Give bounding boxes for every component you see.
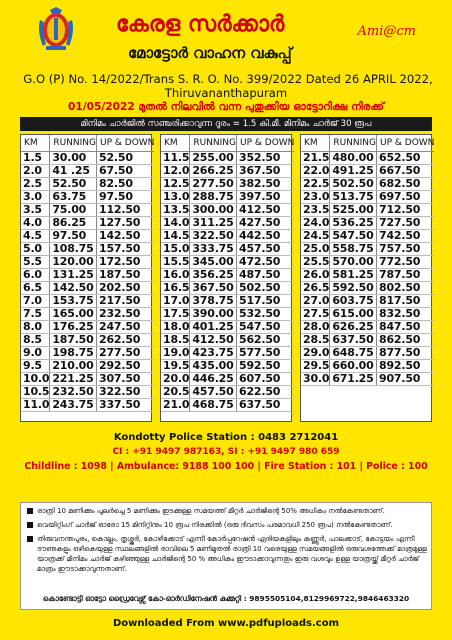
up-down-fare-cell: 742.50: [377, 229, 435, 242]
table-row: [161, 229, 294, 242]
column-header-up-down: UP & DOWN: [97, 135, 155, 151]
km-cell: 3.0: [21, 190, 50, 203]
running-fare-cell: 581.25: [330, 268, 377, 281]
km-cell: 22.0: [303, 163, 330, 177]
table-row: [21, 320, 154, 333]
running-fare-cell: 120.00: [50, 255, 97, 268]
up-down-fare-cell: 292.50: [97, 359, 155, 372]
up-down-fare-cell: 712.50: [377, 203, 435, 216]
km-cell: 22.5: [303, 176, 330, 190]
up-down-fare-cell: 247.50: [97, 320, 155, 333]
up-down-fare-cell: 862.50: [377, 333, 435, 346]
km-cell: 7.5: [21, 307, 50, 320]
running-fare-cell: 570.00: [330, 255, 377, 268]
up-down-fare-cell: 277.50: [97, 346, 155, 359]
km-cell: 23.5: [303, 202, 330, 216]
running-fare-cell: 513.75: [330, 190, 377, 203]
table-row: [301, 177, 434, 190]
up-down-fare-cell: 652.50: [377, 151, 435, 164]
table-row: [21, 385, 154, 398]
km-cell: 5.0: [21, 242, 50, 255]
fare-table-3: [300, 134, 435, 422]
up-down-fare-cell: 622.50: [237, 385, 295, 398]
km-cell: 20.0: [163, 371, 190, 385]
km-cell: 26.5: [303, 280, 330, 294]
running-fare-cell: 367.50: [190, 281, 237, 294]
up-down-fare-cell: 832.50: [377, 307, 435, 320]
table-row: [301, 346, 434, 359]
fare-table-2: [160, 134, 295, 422]
table-row: [21, 359, 154, 372]
table-row: [301, 359, 434, 372]
up-down-fare-cell: 157.50: [97, 242, 155, 255]
km-cell: 25.5: [303, 254, 330, 268]
table-header-row: [301, 135, 434, 151]
running-fare-cell: 288.75: [190, 190, 237, 203]
author-signature: Ami@cm: [357, 24, 416, 39]
column-header-running: RUNNING: [50, 135, 97, 151]
km-cell: 6.0: [21, 268, 50, 281]
up-down-fare-cell: 802.50: [377, 281, 435, 294]
km-cell: 24.5: [303, 228, 330, 242]
running-fare-cell: 300.00: [190, 203, 237, 216]
table-row: [161, 216, 294, 229]
running-fare-cell: 547.50: [330, 229, 377, 242]
running-fare-cell: 187.50: [50, 333, 97, 346]
up-down-fare-cell: 757.50: [377, 242, 435, 255]
running-fare-cell: 592.50: [330, 281, 377, 294]
up-down-fare-cell: 487.50: [237, 268, 295, 281]
running-fare-cell: 558.75: [330, 242, 377, 255]
km-cell: 27.0: [303, 293, 330, 307]
police-contacts: [20, 430, 432, 475]
km-cell: 16.5: [163, 280, 190, 294]
department-name: മോട്ടോർ വാഹന വകുപ്പ്: [128, 44, 292, 62]
running-fare-cell: 603.75: [330, 294, 377, 307]
km-cell: 27.5: [303, 306, 330, 320]
running-fare-cell: 165.00: [50, 307, 97, 320]
km-cell: 12.5: [163, 176, 190, 190]
running-fare-cell: 378.75: [190, 294, 237, 307]
km-cell: 17.0: [163, 293, 190, 307]
up-down-fare-cell: 682.50: [377, 177, 435, 190]
download-source: Downloaded From www.pdfuploads.com: [112, 618, 340, 629]
km-cell: 10.0: [23, 371, 50, 385]
running-fare-cell: 615.00: [330, 307, 377, 320]
up-down-fare-cell: 787.50: [377, 268, 435, 281]
km-cell: 8.0: [21, 320, 50, 333]
up-down-fare-cell: 127.50: [97, 216, 155, 229]
up-down-fare-cell: 322.50: [97, 385, 155, 398]
up-down-fare-cell: 52.50: [97, 151, 155, 164]
running-fare-cell: 401.25: [190, 320, 237, 333]
up-down-fare-cell: 727.50: [377, 216, 435, 229]
table-row: [21, 255, 154, 268]
running-fare-cell: 322.50: [190, 229, 237, 242]
up-down-fare-cell: 907.50: [377, 372, 435, 385]
running-fare-cell: 30.00: [50, 151, 97, 164]
running-fare-cell: 502.50: [330, 177, 377, 190]
running-fare-cell: 637.50: [330, 333, 377, 346]
up-down-fare-cell: 67.50: [97, 164, 155, 177]
running-fare-cell: 525.00: [330, 203, 377, 216]
km-cell: 10.5: [23, 384, 50, 398]
table-row: [161, 294, 294, 307]
police-station: Kondotty Police Station : 0483 2712041: [113, 432, 339, 443]
table-row: [301, 229, 434, 242]
table-row: [21, 333, 154, 346]
km-cell: 2.0: [21, 164, 50, 177]
up-down-fare-cell: 262.50: [97, 333, 155, 346]
table-row: [21, 203, 154, 216]
up-down-fare-cell: 82.50: [97, 177, 155, 190]
table-row: [161, 177, 294, 190]
table-row: [21, 372, 154, 385]
km-cell: 15.5: [163, 254, 190, 268]
km-cell: 9.5: [21, 359, 50, 372]
table-row: [21, 242, 154, 255]
table-row: [301, 268, 434, 281]
km-cell: 21.0: [163, 397, 190, 411]
revised-rate-heading: 01/05/2022 മുതൽ നിലവിൽ വന്ന പുതുക്കിയ ഓട്ടോറിക്ഷ നിരക്ക്: [68, 101, 384, 113]
up-down-fare-cell: 892.50: [377, 359, 435, 372]
km-cell: 3.5: [21, 203, 50, 216]
running-fare-cell: 356.25: [190, 268, 237, 281]
fare-table-1: [20, 134, 155, 422]
up-down-fare-cell: 397.50: [237, 190, 295, 203]
table-row: [161, 359, 294, 372]
running-fare-cell: 63.75: [50, 190, 97, 203]
running-fare-cell: 446.25: [190, 372, 237, 385]
table-row: [21, 294, 154, 307]
table-row: [161, 268, 294, 281]
km-cell: 8.5: [21, 333, 50, 346]
running-fare-cell: 390.00: [190, 307, 237, 320]
up-down-fare-cell: 472.50: [237, 255, 295, 268]
table-row: [301, 164, 434, 177]
km-cell: 29.0: [303, 345, 330, 359]
up-down-fare-cell: 427.50: [237, 216, 295, 229]
running-fare-cell: 221.25: [50, 372, 97, 385]
bullet-icon: [27, 522, 33, 528]
km-cell: 16.0: [163, 267, 190, 281]
running-fare-cell: 266.25: [190, 164, 237, 177]
table-row: [301, 333, 434, 346]
up-down-fare-cell: 187.50: [97, 268, 155, 281]
km-cell: 9.0: [21, 346, 50, 359]
running-fare-cell: 198.75: [50, 346, 97, 359]
table-row: [21, 307, 154, 320]
table-row: [161, 164, 294, 177]
running-fare-cell: 536.25: [330, 216, 377, 229]
up-down-fare-cell: 442.50: [237, 229, 295, 242]
table-row: [21, 398, 154, 411]
km-cell: 19.0: [163, 345, 190, 359]
running-fare-cell: 468.75: [190, 398, 237, 411]
km-cell: 29.5: [303, 358, 330, 372]
table-row: [161, 372, 294, 385]
running-fare-cell: 176.25: [50, 320, 97, 333]
running-fare-cell: 75.00: [50, 203, 97, 216]
km-cell: 30.0: [303, 371, 330, 385]
kerala-emblem-icon: [36, 6, 76, 52]
up-down-fare-cell: 577.50: [237, 346, 295, 359]
table-row: [161, 398, 294, 411]
km-cell: 4.0: [21, 216, 50, 229]
column-header-km: KM: [21, 135, 50, 151]
up-down-fare-cell: 412.50: [237, 203, 295, 216]
table-row: [21, 164, 154, 177]
running-fare-cell: 480.00: [330, 151, 377, 164]
up-down-fare-cell: 97.50: [97, 190, 155, 203]
km-cell: 4.5: [21, 229, 50, 242]
km-cell: 7.0: [21, 294, 50, 307]
km-cell: 28.0: [303, 319, 330, 333]
km-cell: 11.5: [163, 150, 190, 164]
table-row: [21, 190, 154, 203]
column-header-running: RUNNING: [330, 135, 377, 151]
running-fare-cell: 626.25: [330, 320, 377, 333]
km-cell: 19.5: [163, 358, 190, 372]
bullet-icon: [27, 508, 33, 514]
running-fare-cell: 52.50: [50, 177, 97, 190]
km-cell: 18.5: [163, 332, 190, 346]
up-down-fare-cell: 592.50: [237, 359, 295, 372]
km-cell: 25.0: [303, 241, 330, 255]
coordination-committee: കൊണ്ടോട്ടി ഓട്ടോ ഡ്രൈവേഴ്സ് കോ-ഓർഡിനേഷൻ കമ്മറ്റി : 9895505104,8129969722,9846463320: [42, 594, 410, 603]
km-cell: 6.5: [21, 281, 50, 294]
running-fare-cell: 435.00: [190, 359, 237, 372]
up-down-fare-cell: 232.50: [97, 307, 155, 320]
up-down-fare-cell: 457.50: [237, 242, 295, 255]
running-fare-cell: 660.00: [330, 359, 377, 372]
km-cell: 26.0: [303, 267, 330, 281]
up-down-fare-cell: 337.50: [97, 398, 155, 411]
up-down-fare-cell: 172.50: [97, 255, 155, 268]
table-row: [301, 372, 434, 385]
running-fare-cell: 648.75: [330, 346, 377, 359]
up-down-fare-cell: 532.50: [237, 307, 295, 320]
table-row: [21, 151, 154, 164]
table-row: [301, 294, 434, 307]
table-row: [21, 177, 154, 190]
note-night-charge: രാത്രി 10 മണിക്കും പുലർച്ചെ 5 മണിക്കും ഇടക്കുള്ള സമയത്ത് മീറ്റർ ചാർജിന്റെ 50% അധികം നൽകേണ്ടതാണ്.: [27, 506, 427, 516]
table-row: [301, 255, 434, 268]
column-header-km: KM: [161, 135, 190, 151]
running-fare-cell: 345.00: [190, 255, 237, 268]
fare-tables: [20, 134, 435, 422]
table-row: [301, 190, 434, 203]
note-one-way-charge: തിരുവനന്തപുരം, കൊല്ലം, തൃശ്ശൂർ, കോഴിക്കോട് എന്നീ കോർപ്പറേഷൻ ഏരിയകളിലും കണ്ണൂർ, പാലക്കാട്, കോട്ടയം എന്നീ ടൗണുകളും ഒഴികെയുള്ള സ്ഥലങ്ങളിൽ രാവിലെ 5 മണിമുതൽ രാത്രി 10 വരെയുള്ള സമയങ്ങളിൽ ഒരുവശത്തേക്ക് മാത്രമുള്ള യാത്രക്ക് മിനിമം ചാർജ് കഴിഞ്ഞുള്ള ചാർജിന്റെ 50 % അധികം ഈടാക്കാവുന്നതും ഇരു വശവും ഉള്ള യാത്രയ്ക്ക് മീറ്റർ ചാർജ് മാത്രം ഈടാക്കാവുന്നതാണ്.: [27, 534, 427, 574]
up-down-fare-cell: 847.50: [377, 320, 435, 333]
page-title: കേരള സർക്കാർ: [116, 12, 285, 37]
table-row: [161, 190, 294, 203]
running-fare-cell: 277.50: [190, 177, 237, 190]
up-down-fare-cell: 517.50: [237, 294, 295, 307]
running-fare-cell: 108.75: [50, 242, 97, 255]
km-cell: 18.0: [163, 319, 190, 333]
table-row: [301, 203, 434, 216]
table-row: [301, 307, 434, 320]
column-header-up-down: UP & DOWN: [377, 135, 435, 151]
km-cell: 15.0: [163, 241, 190, 255]
up-down-fare-cell: 667.50: [377, 164, 435, 177]
running-fare-cell: 333.75: [190, 242, 237, 255]
km-cell: 12.0: [163, 163, 190, 177]
table-row: [161, 333, 294, 346]
emergency-helplines: Childline : 1098 | Ambulance: 9188 100 100 | Fire Station : 101 | Police : 100: [24, 461, 428, 472]
table-row: [161, 346, 294, 359]
up-down-fare-cell: 637.50: [237, 398, 295, 411]
km-cell: 1.5: [21, 151, 50, 164]
running-fare-cell: 457.50: [190, 385, 237, 398]
table-row: [161, 255, 294, 268]
table-row: [161, 242, 294, 255]
running-fare-cell: 311.25: [190, 216, 237, 229]
table-row: [161, 203, 294, 216]
table-row: [161, 385, 294, 398]
km-cell: 23.0: [303, 189, 330, 203]
running-fare-cell: 412.50: [190, 333, 237, 346]
km-cell: 13.5: [163, 202, 190, 216]
running-fare-cell: 491.25: [330, 164, 377, 177]
table-row: [161, 307, 294, 320]
government-order-line: G.O (P) No. 14/2022/Trans S. R. O. No. 399/2022 Dated 26 APRIL 2022,: [23, 72, 433, 86]
government-order-place: Thiruvananthapuram: [164, 86, 288, 100]
table-row: [161, 281, 294, 294]
up-down-fare-cell: 697.50: [377, 190, 435, 203]
up-down-fare-cell: 352.50: [237, 151, 295, 164]
up-down-fare-cell: 772.50: [377, 255, 435, 268]
table-row: [301, 151, 434, 164]
up-down-fare-cell: 547.50: [237, 320, 295, 333]
running-fare-cell: 86.25: [50, 216, 97, 229]
police-officers: CI : +91 9497 987163, SI : +91 9497 980 659: [112, 447, 340, 457]
table-row: [301, 242, 434, 255]
km-cell: 13.0: [163, 189, 190, 203]
km-cell: 14.5: [163, 228, 190, 242]
table-row: [301, 216, 434, 229]
up-down-fare-cell: 217.50: [97, 294, 155, 307]
up-down-fare-cell: 502.50: [237, 281, 295, 294]
up-down-fare-cell: 607.50: [237, 372, 295, 385]
fare-table: [301, 135, 434, 386]
running-fare-cell: 97.50: [50, 229, 97, 242]
up-down-fare-cell: 142.50: [97, 229, 155, 242]
minimum-charge-banner: മിനിമം ചാർജിൽ സഞ്ചരിക്കാവുന്ന ദൂരം = 1.5 കി.മീ. മിനിമം ചാർജ് 30 രൂപ: [20, 117, 432, 131]
running-fare-cell: 255.00: [190, 151, 237, 164]
table-row: [21, 229, 154, 242]
fare-table: [161, 135, 294, 412]
table-header-row: [21, 135, 154, 151]
column-header-running: RUNNING: [190, 135, 237, 151]
running-fare-cell: 243.75: [50, 398, 97, 411]
table-row: [301, 281, 434, 294]
up-down-fare-cell: 562.50: [237, 333, 295, 346]
up-down-fare-cell: 112.50: [97, 203, 155, 216]
up-down-fare-cell: 202.50: [97, 281, 155, 294]
up-down-fare-cell: 307.50: [97, 372, 155, 385]
up-down-fare-cell: 382.50: [237, 177, 295, 190]
running-fare-cell: 232.50: [50, 385, 97, 398]
fare-table: [21, 135, 154, 412]
km-cell: 20.5: [163, 384, 190, 398]
running-fare-cell: 41 .25: [50, 164, 97, 177]
up-down-fare-cell: 367.50: [237, 164, 295, 177]
running-fare-cell: 131.25: [50, 268, 97, 281]
up-down-fare-cell: 877.50: [377, 346, 435, 359]
table-row: [21, 216, 154, 229]
table-row: [21, 346, 154, 359]
km-cell: 11.0: [23, 397, 50, 411]
table-row: [301, 320, 434, 333]
table-row: [21, 268, 154, 281]
km-cell: 24.0: [303, 215, 330, 229]
column-header-up-down: UP & DOWN: [237, 135, 295, 151]
running-fare-cell: 423.75: [190, 346, 237, 359]
table-header-row: [161, 135, 294, 151]
km-cell: 14.0: [163, 215, 190, 229]
table-row: [161, 320, 294, 333]
km-cell: 2.5: [21, 177, 50, 190]
table-row: [21, 281, 154, 294]
bullet-icon: [27, 536, 33, 542]
running-fare-cell: 153.75: [50, 294, 97, 307]
running-fare-cell: 142.50: [50, 281, 97, 294]
note-waiting-charge: വെയിറ്റിംഗ് ചാർജ് ഓരോ 15 മിനിറ്റിനും 10 രൂപ നിരക്കിൽ (ഒരു ദിവസം പരമാവധി 250 രൂപ) നൽകേണ്ടതാണ്.: [27, 520, 427, 530]
running-fare-cell: 671.25: [330, 372, 377, 385]
km-cell: 5.5: [21, 255, 50, 268]
km-cell: 17.5: [163, 306, 190, 320]
km-cell: 21.5: [303, 150, 330, 164]
column-header-km: KM: [301, 135, 330, 151]
table-row: [161, 151, 294, 164]
running-fare-cell: 210.00: [50, 359, 97, 372]
up-down-fare-cell: 817.50: [377, 294, 435, 307]
km-cell: 28.5: [303, 332, 330, 346]
